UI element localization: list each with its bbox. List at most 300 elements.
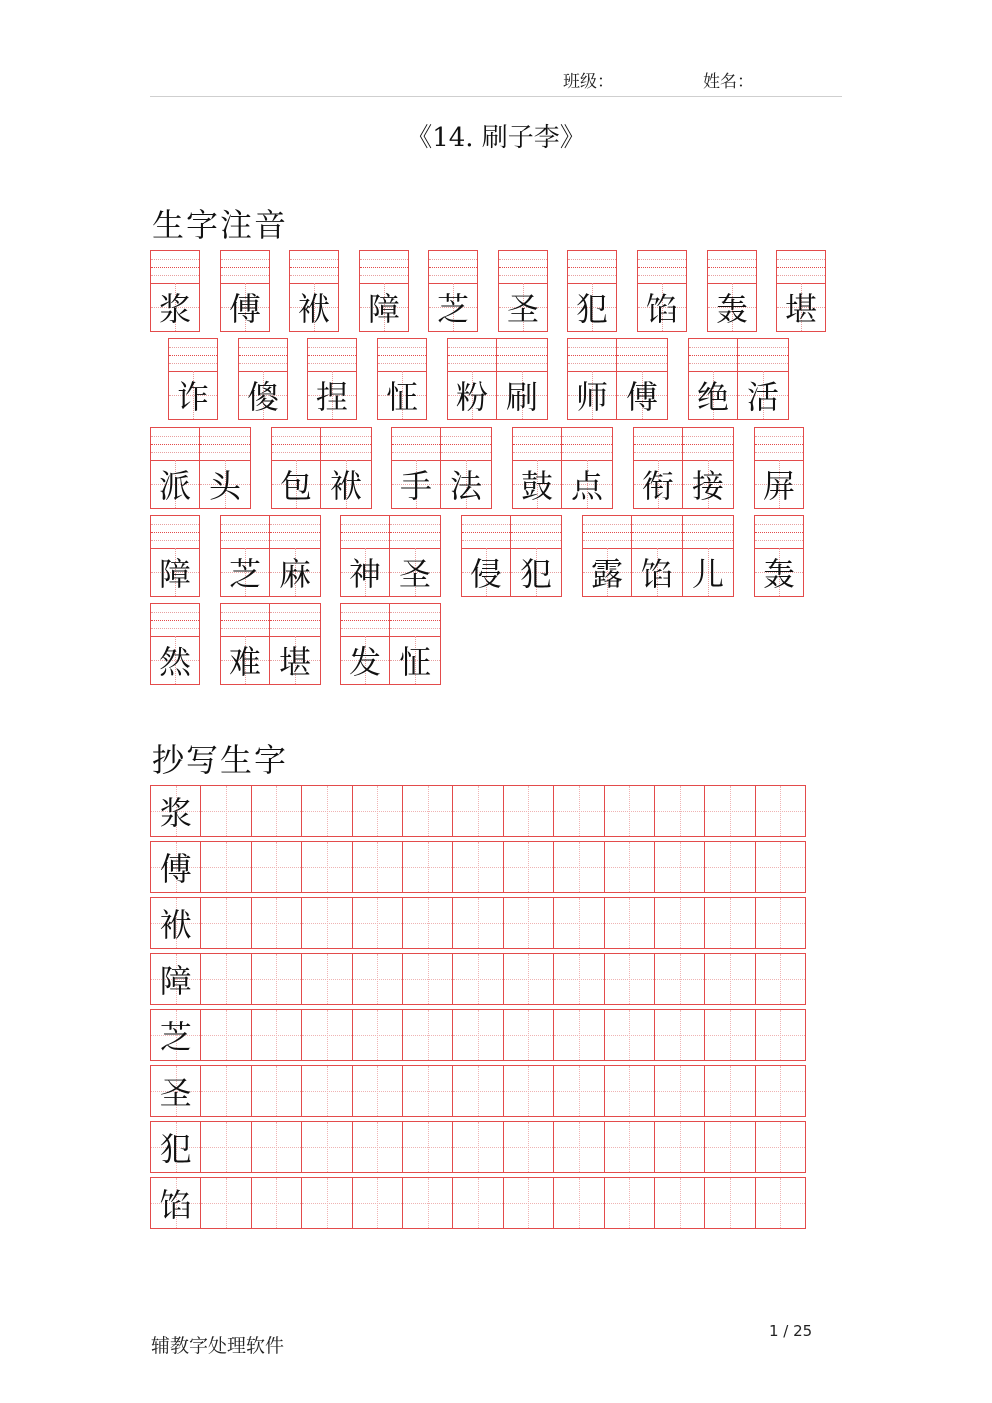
pinyin-writing-lines[interactable] [755, 428, 803, 461]
pinyin-writing-lines[interactable] [777, 251, 825, 284]
practice-cell[interactable] [251, 953, 302, 1005]
hanzi-grid [221, 283, 269, 331]
character-cell [150, 515, 200, 597]
pinyin-writing-lines[interactable] [634, 428, 682, 461]
character-cell [390, 515, 441, 597]
hanzi-character: 障 [367, 290, 400, 328]
practice-cell[interactable] [553, 897, 604, 949]
hanzi-character: 头 [208, 467, 241, 505]
character-cell [220, 515, 270, 597]
pinyin-word-box [688, 338, 789, 420]
practice-cell[interactable] [452, 841, 503, 893]
practice-cell[interactable] [553, 785, 604, 837]
practice-cell[interactable] [503, 1009, 554, 1061]
pinyin-word-box [498, 250, 548, 332]
header-divider [150, 96, 842, 97]
practice-cell[interactable] [553, 953, 604, 1005]
pinyin-writing-lines[interactable] [638, 251, 686, 284]
practice-cell[interactable] [301, 953, 352, 1005]
practice-cell[interactable] [452, 1065, 503, 1117]
pinyin-writing-lines[interactable] [392, 428, 440, 461]
hanzi-grid [755, 460, 803, 508]
practice-cell[interactable] [352, 841, 403, 893]
practice-cell[interactable] [402, 785, 453, 837]
practice-cell[interactable] [200, 785, 251, 837]
character-cell [321, 427, 372, 509]
section-title-copy: 抄写生字 [152, 741, 289, 779]
hanzi-grid [617, 371, 667, 419]
practice-cell[interactable] [503, 1121, 554, 1173]
pinyin-word-box [633, 427, 734, 509]
practice-cell[interactable] [654, 953, 705, 1005]
character-cell [461, 515, 511, 597]
hanzi-grid [378, 371, 426, 419]
practice-cell[interactable] [503, 953, 554, 1005]
pinyin-word-box [377, 338, 427, 420]
character-cell [441, 427, 492, 509]
practice-cell[interactable] [654, 1121, 705, 1173]
practice-cell[interactable] [251, 1121, 302, 1173]
pinyin-writing-lines[interactable] [169, 339, 217, 372]
hanzi-character: 接 [691, 467, 724, 505]
practice-cell[interactable] [604, 897, 655, 949]
practice-cell[interactable] [352, 785, 403, 837]
practice-cell[interactable] [503, 1065, 554, 1117]
pinyin-writing-lines[interactable] [221, 604, 269, 637]
hanzi-character: 粉 [455, 378, 488, 416]
hanzi-grid [638, 283, 686, 331]
pinyin-word-box [512, 427, 613, 509]
practice-cell[interactable] [301, 785, 352, 837]
practice-cell[interactable] [704, 897, 755, 949]
practice-cell[interactable] [251, 841, 302, 893]
character-cell [512, 427, 562, 509]
hanzi-grid [221, 636, 269, 684]
copy-row [150, 953, 818, 1005]
practice-cell[interactable] [301, 1065, 352, 1117]
character-cell [511, 515, 562, 597]
practice-cell[interactable] [352, 953, 403, 1005]
practice-cell[interactable] [301, 1177, 352, 1229]
character-cell [220, 603, 270, 685]
hanzi-grid [151, 283, 199, 331]
practice-cell[interactable] [503, 841, 554, 893]
pinyin-word-box [391, 427, 492, 509]
hanzi-grid [462, 548, 510, 596]
practice-cell[interactable] [200, 1065, 251, 1117]
hanzi-character: 神 [348, 555, 381, 593]
practice-cell[interactable] [352, 1009, 403, 1061]
practice-cell[interactable] [604, 1177, 655, 1229]
practice-cell[interactable] [452, 1177, 503, 1229]
hanzi-grid [708, 283, 756, 331]
practice-cell[interactable] [755, 1121, 806, 1173]
practice-cell[interactable] [200, 1121, 251, 1173]
hanzi-grid [738, 371, 788, 419]
character-cell [200, 427, 251, 509]
hanzi-character: 儿 [691, 555, 724, 593]
character-cell [150, 250, 200, 332]
character-cell [391, 427, 441, 509]
model-character: 障 [159, 962, 192, 1000]
hanzi-character: 侵 [469, 555, 502, 593]
practice-cell[interactable] [755, 841, 806, 893]
copy-row [150, 1177, 818, 1229]
hanzi-grid [511, 548, 561, 596]
pinyin-word-box [150, 515, 200, 597]
character-cell [498, 250, 548, 332]
practice-cell[interactable] [352, 1121, 403, 1173]
hanzi-grid [169, 371, 217, 419]
practice-cell[interactable] [755, 897, 806, 949]
practice-cell[interactable] [755, 953, 806, 1005]
model-character-cell [150, 897, 201, 949]
pinyin-word-box [340, 603, 441, 685]
copy-row [150, 841, 818, 893]
pinyin-writing-lines[interactable] [290, 251, 338, 284]
character-cell [340, 603, 390, 685]
hanzi-character: 活 [746, 378, 779, 416]
pinyin-writing-lines[interactable] [270, 604, 320, 637]
hanzi-grid [755, 548, 803, 596]
model-character: 芝 [159, 1018, 192, 1056]
pinyin-writing-lines[interactable] [151, 516, 199, 549]
pinyin-writing-lines[interactable] [341, 516, 389, 549]
practice-cell[interactable] [402, 1177, 453, 1229]
practice-cell[interactable] [553, 1009, 604, 1061]
practice-cell[interactable] [301, 841, 352, 893]
character-cell [289, 250, 339, 332]
hanzi-character: 芝 [228, 555, 261, 593]
hanzi-character: 堪 [278, 643, 311, 681]
practice-cell[interactable] [402, 1065, 453, 1117]
hanzi-grid [239, 371, 287, 419]
pinyin-word-box [150, 250, 200, 332]
pinyin-word-box [150, 427, 251, 509]
practice-cell[interactable] [604, 1009, 655, 1061]
pinyin-writing-lines[interactable] [151, 251, 199, 284]
pinyin-writing-lines[interactable] [441, 428, 491, 461]
hanzi-character: 傻 [246, 378, 279, 416]
hanzi-character: 捏 [315, 378, 348, 416]
hanzi-grid [632, 548, 682, 596]
practice-cell[interactable] [755, 785, 806, 837]
practice-cell[interactable] [402, 953, 453, 1005]
character-cell [340, 515, 390, 597]
hanzi-character: 犯 [519, 555, 552, 593]
practice-cell[interactable] [755, 1177, 806, 1229]
hanzi-character: 手 [399, 467, 432, 505]
hanzi-grid [429, 283, 477, 331]
character-cell [683, 427, 734, 509]
hanzi-grid [448, 371, 496, 419]
pinyin-word-box [289, 250, 339, 332]
pinyin-writing-lines[interactable] [755, 516, 803, 549]
pinyin-word-box [567, 250, 617, 332]
model-character: 浆 [159, 794, 192, 832]
model-character: 袱 [159, 906, 192, 944]
pinyin-writing-lines[interactable] [689, 339, 737, 372]
practice-cell[interactable] [755, 1065, 806, 1117]
practice-cell[interactable] [200, 1009, 251, 1061]
pinyin-writing-lines[interactable] [583, 516, 631, 549]
pinyin-writing-lines[interactable] [221, 251, 269, 284]
hanzi-grid [562, 460, 612, 508]
hanzi-grid [583, 548, 631, 596]
practice-cell[interactable] [704, 785, 755, 837]
practice-cell[interactable] [452, 1009, 503, 1061]
character-cell [150, 427, 200, 509]
hanzi-grid [272, 460, 320, 508]
practice-cell[interactable] [654, 841, 705, 893]
hanzi-grid [341, 636, 389, 684]
pinyin-word-box [637, 250, 687, 332]
hanzi-character: 馅 [645, 290, 678, 328]
pinyin-writing-lines[interactable] [683, 428, 733, 461]
pinyin-word-box [220, 250, 270, 332]
pinyin-word-box [567, 338, 668, 420]
pinyin-writing-lines[interactable] [270, 516, 320, 549]
character-cell [220, 250, 270, 332]
model-character: 馅 [159, 1186, 192, 1224]
character-cell [497, 338, 548, 420]
pinyin-word-box [150, 603, 200, 685]
hanzi-character: 袱 [297, 290, 330, 328]
character-cell [271, 427, 321, 509]
hanzi-grid [290, 283, 338, 331]
pinyin-writing-lines[interactable] [321, 428, 371, 461]
hanzi-character: 傅 [228, 290, 261, 328]
hanzi-character: 屏 [762, 467, 795, 505]
character-cell [582, 515, 632, 597]
character-cell [754, 427, 804, 509]
practice-cell[interactable] [704, 953, 755, 1005]
practice-cell[interactable] [553, 841, 604, 893]
practice-cell[interactable] [553, 1065, 604, 1117]
practice-cell[interactable] [503, 785, 554, 837]
pinyin-writing-lines[interactable] [708, 251, 756, 284]
hanzi-character: 麻 [278, 555, 311, 593]
practice-cell[interactable] [553, 1121, 604, 1173]
hanzi-character: 怔 [398, 643, 431, 681]
character-cell [428, 250, 478, 332]
hanzi-character: 芝 [436, 290, 469, 328]
practice-cell[interactable] [200, 1177, 251, 1229]
practice-cell[interactable] [251, 1177, 302, 1229]
character-cell [567, 338, 617, 420]
pinyin-writing-lines[interactable] [562, 428, 612, 461]
pinyin-word-box [359, 250, 409, 332]
hanzi-character: 圣 [398, 555, 431, 593]
hanzi-grid [689, 371, 737, 419]
hanzi-character: 然 [158, 643, 191, 681]
practice-cell[interactable] [503, 1177, 554, 1229]
character-cell [632, 515, 683, 597]
hanzi-grid [308, 371, 356, 419]
hanzi-grid [499, 283, 547, 331]
hanzi-character: 包 [279, 467, 312, 505]
character-cell [707, 250, 757, 332]
pinyin-writing-lines[interactable] [462, 516, 510, 549]
hanzi-character: 傅 [625, 378, 658, 416]
pinyin-writing-lines[interactable] [429, 251, 477, 284]
hanzi-character: 鼓 [520, 467, 553, 505]
character-cell [447, 338, 497, 420]
practice-cell[interactable] [402, 897, 453, 949]
practice-cell[interactable] [402, 841, 453, 893]
practice-cell[interactable] [704, 841, 755, 893]
pinyin-writing-lines[interactable] [378, 339, 426, 372]
practice-cell[interactable] [654, 1009, 705, 1061]
model-character-cell [150, 1121, 201, 1173]
practice-cell[interactable] [604, 785, 655, 837]
copy-row [150, 1009, 818, 1061]
practice-cell[interactable] [553, 1177, 604, 1229]
pinyin-word-box [220, 515, 321, 597]
character-cell [637, 250, 687, 332]
hanzi-character: 袱 [329, 467, 362, 505]
pinyin-writing-lines[interactable] [738, 339, 788, 372]
hanzi-character: 难 [228, 643, 261, 681]
character-cell [390, 603, 441, 685]
hanzi-grid [321, 460, 371, 508]
practice-cell[interactable] [604, 953, 655, 1005]
practice-cell[interactable] [654, 1177, 705, 1229]
model-character: 傅 [159, 850, 192, 888]
practice-cell[interactable] [755, 1009, 806, 1061]
pinyin-writing-lines[interactable] [632, 516, 682, 549]
hanzi-character: 绝 [696, 378, 729, 416]
pinyin-writing-lines[interactable] [239, 339, 287, 372]
practice-cell[interactable] [654, 1065, 705, 1117]
pinyin-writing-lines[interactable] [221, 516, 269, 549]
practice-cell[interactable] [452, 785, 503, 837]
pinyin-writing-lines[interactable] [360, 251, 408, 284]
practice-cell[interactable] [200, 841, 251, 893]
pinyin-writing-lines[interactable] [683, 516, 733, 549]
model-character: 圣 [159, 1074, 192, 1112]
practice-cell[interactable] [402, 1009, 453, 1061]
hanzi-grid [634, 460, 682, 508]
practice-cell[interactable] [251, 897, 302, 949]
pinyin-writing-lines[interactable] [308, 339, 356, 372]
practice-cell[interactable] [654, 897, 705, 949]
pinyin-word-box [707, 250, 757, 332]
practice-cell[interactable] [352, 1177, 403, 1229]
pinyin-writing-lines[interactable] [448, 339, 496, 372]
pinyin-writing-lines[interactable] [200, 428, 250, 461]
copy-row [150, 1065, 818, 1117]
model-character: 犯 [159, 1130, 192, 1168]
pinyin-word-box [340, 515, 441, 597]
practice-cell[interactable] [452, 1121, 503, 1173]
copy-row [150, 785, 818, 837]
hanzi-grid [151, 460, 199, 508]
hanzi-grid [390, 548, 440, 596]
practice-cell[interactable] [352, 1065, 403, 1117]
hanzi-grid [513, 460, 561, 508]
hanzi-character: 诈 [176, 378, 209, 416]
practice-cell[interactable] [200, 953, 251, 1005]
hanzi-character: 圣 [506, 290, 539, 328]
practice-cell[interactable] [301, 1121, 352, 1173]
practice-cell[interactable] [352, 897, 403, 949]
practice-cell[interactable] [503, 897, 554, 949]
hanzi-character: 轰 [762, 555, 795, 593]
pinyin-word-box [168, 338, 218, 420]
pinyin-writing-lines[interactable] [568, 339, 616, 372]
pinyin-writing-lines[interactable] [390, 516, 440, 549]
character-cell [567, 250, 617, 332]
practice-cell[interactable] [604, 1121, 655, 1173]
practice-cell[interactable] [704, 1121, 755, 1173]
pinyin-writing-lines[interactable] [151, 604, 199, 637]
hanzi-grid [441, 460, 491, 508]
pinyin-writing-lines[interactable] [568, 251, 616, 284]
practice-cell[interactable] [654, 785, 705, 837]
pinyin-writing-lines[interactable] [513, 428, 561, 461]
hanzi-character: 轰 [715, 290, 748, 328]
page-number: 1 / 25 [769, 1322, 813, 1340]
pinyin-writing-lines[interactable] [497, 339, 547, 372]
practice-cell[interactable] [251, 1065, 302, 1117]
practice-cell[interactable] [301, 1009, 352, 1061]
practice-cell[interactable] [704, 1009, 755, 1061]
hanzi-grid [270, 636, 320, 684]
practice-cell[interactable] [251, 785, 302, 837]
practice-cell[interactable] [301, 897, 352, 949]
pinyin-writing-lines[interactable] [617, 339, 667, 372]
pinyin-word-box [461, 515, 562, 597]
pinyin-word-box [754, 427, 804, 509]
pinyin-writing-lines[interactable] [499, 251, 547, 284]
practice-cell[interactable] [452, 897, 503, 949]
pinyin-writing-lines[interactable] [390, 604, 440, 637]
hanzi-grid [221, 548, 269, 596]
hanzi-character: 怔 [385, 378, 418, 416]
pinyin-writing-lines[interactable] [272, 428, 320, 461]
pinyin-writing-lines[interactable] [511, 516, 561, 549]
practice-cell[interactable] [402, 1121, 453, 1173]
pinyin-writing-lines[interactable] [151, 428, 199, 461]
name-label: 姓名： [703, 72, 754, 92]
character-cell [270, 603, 321, 685]
model-character-cell [150, 1177, 201, 1229]
character-cell [776, 250, 826, 332]
practice-cell[interactable] [452, 953, 503, 1005]
pinyin-word-box [582, 515, 734, 597]
practice-cell[interactable] [251, 1009, 302, 1061]
pinyin-word-box [776, 250, 826, 332]
pinyin-word-box [220, 603, 321, 685]
practice-cell[interactable] [200, 897, 251, 949]
hanzi-character: 障 [158, 555, 191, 593]
practice-cell[interactable] [704, 1065, 755, 1117]
character-cell [738, 338, 789, 420]
footer-software-name: 辅教字处理软件 [151, 1335, 285, 1357]
hanzi-grid [270, 548, 320, 596]
character-cell [562, 427, 613, 509]
hanzi-character: 法 [449, 467, 482, 505]
practice-cell[interactable] [604, 841, 655, 893]
pinyin-writing-lines[interactable] [341, 604, 389, 637]
character-cell [633, 427, 683, 509]
hanzi-grid [392, 460, 440, 508]
model-character-cell [150, 841, 201, 893]
hanzi-character: 派 [158, 467, 191, 505]
practice-cell[interactable] [704, 1177, 755, 1229]
practice-cell[interactable] [604, 1065, 655, 1117]
